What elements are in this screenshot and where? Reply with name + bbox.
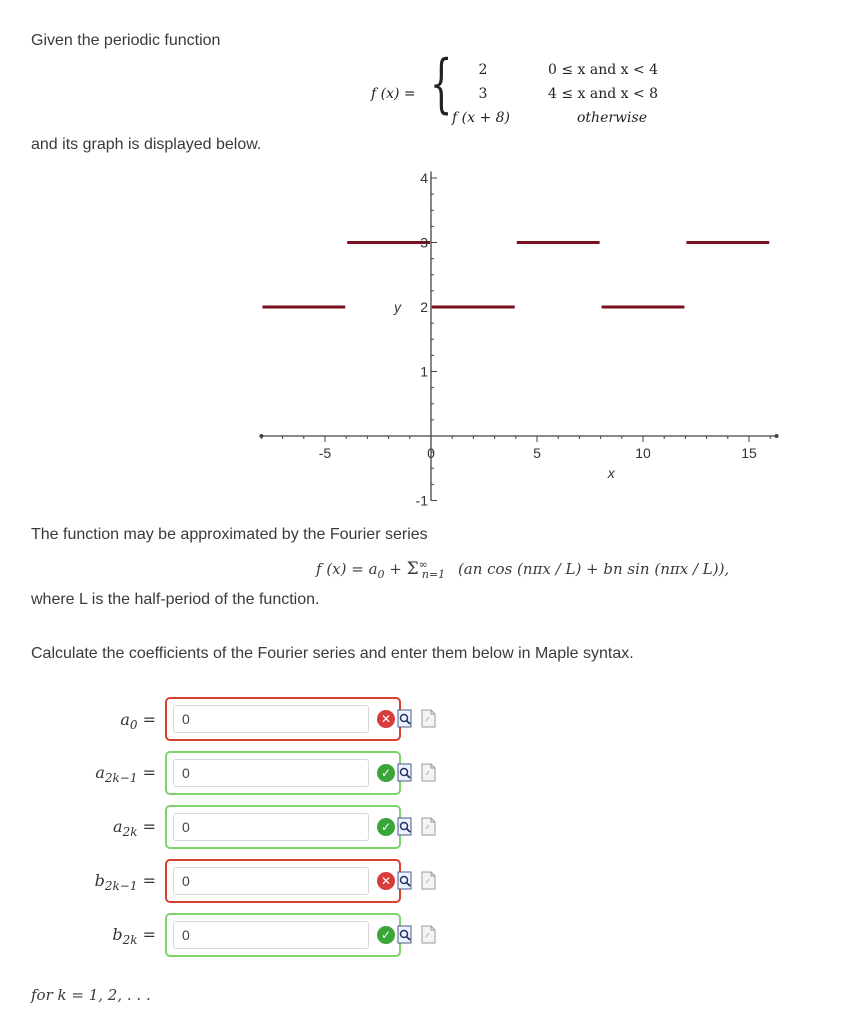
answer-input-a2k[interactable] (173, 813, 369, 841)
intro-text: Given the periodic function (31, 32, 221, 49)
correct-icon: ✓ (377, 818, 395, 836)
answer-label-a0: $a_0$ = (120, 710, 156, 733)
y-tick-label: 1 (420, 363, 428, 380)
formula-left: f (x) = a (316, 560, 378, 578)
maple-syntax-icon[interactable] (420, 871, 436, 890)
formula-sum-top: ∞ (418, 558, 428, 571)
correct-icon: ✓ (377, 764, 395, 782)
answer-box-a2k (165, 805, 401, 849)
answer-box-a2k-1 (165, 751, 401, 795)
formula-sum-bottom: n=1 (421, 568, 446, 581)
x-tick-label: 5 (533, 445, 541, 461)
formula-a0-sub: 0 (377, 568, 385, 581)
x-tick-label: 10 (635, 445, 651, 461)
footer-text: for k = 1, 2, . . . (31, 986, 151, 1004)
maple-syntax-icon[interactable] (420, 925, 436, 944)
piece-condition-2: 4 ≤ x and x < 8 (548, 86, 659, 102)
answer-box-b2k-1 (165, 859, 401, 903)
incorrect-icon: ✕ (377, 710, 395, 728)
answer-label-a2k: $a_{2k}$ = (113, 817, 156, 840)
y-axis-label: y (394, 299, 401, 315)
incorrect-icon: ✕ (377, 872, 395, 890)
left-brace: { (430, 47, 453, 121)
graph-intro-text: and its graph is displayed below. (31, 136, 262, 153)
correct-icon: ✓ (377, 926, 395, 944)
answer-box-a0 (165, 697, 401, 741)
maple-syntax-icon[interactable] (420, 763, 436, 782)
formula-rest: (an cos (nπx / L) + bn sin (nπx / L)), (457, 560, 730, 578)
formula-plus: + (384, 560, 407, 578)
function-lhs: f (x) = (371, 86, 416, 102)
instruction-text: Calculate the coefficients of the Fourier series and enter them below in Maple syntax. (31, 645, 634, 662)
x-axis-end (775, 434, 779, 438)
x-tick-label: 0 (427, 445, 435, 461)
answer-box-b2k (165, 913, 401, 957)
piece-value-3: f (x + 8) (452, 110, 510, 126)
formula-sum: Σ (406, 559, 419, 579)
piece-value-2: 3 (478, 86, 488, 102)
x-tick-label: 15 (741, 445, 757, 461)
maple-syntax-icon[interactable] (420, 709, 436, 728)
answer-label-b2k-1: $b_{2k-1}$ = (94, 871, 156, 894)
y-tick-label: -1 (415, 492, 428, 509)
answer-label-a2k-1: $a_{2k-1}$ = (95, 763, 156, 786)
piece-condition-3: otherwise (577, 110, 647, 126)
preview-icon[interactable] (397, 763, 413, 782)
piece-condition-1: 0 ≤ x and x < 4 (548, 62, 659, 78)
answer-input-a0[interactable] (173, 705, 369, 733)
piece-value-1: 2 (478, 62, 488, 78)
preview-icon[interactable] (397, 925, 413, 944)
answer-input-a2k-1[interactable] (173, 759, 369, 787)
y-tick-label: 2 (420, 299, 428, 315)
x-axis-label: x (607, 465, 615, 481)
y-tick-label: 3 (420, 234, 428, 251)
x-tick-label: -5 (318, 445, 332, 461)
preview-icon[interactable] (397, 817, 413, 836)
fourier-formula (316, 558, 729, 581)
maple-syntax-icon[interactable] (420, 817, 436, 836)
preview-icon[interactable] (397, 709, 413, 728)
answer-input-b2k-1[interactable] (173, 867, 369, 895)
half-period-note: where L is the half-period of the function. (31, 591, 320, 608)
x-axis-end (259, 434, 263, 438)
series-intro-text: The function may be approximated by the Fourier series (31, 526, 428, 543)
y-tick-label: 4 (420, 170, 428, 186)
answer-label-b2k: $b_{2k}$ = (112, 925, 156, 948)
answer-input-b2k[interactable] (173, 921, 369, 949)
preview-icon[interactable] (397, 871, 413, 890)
